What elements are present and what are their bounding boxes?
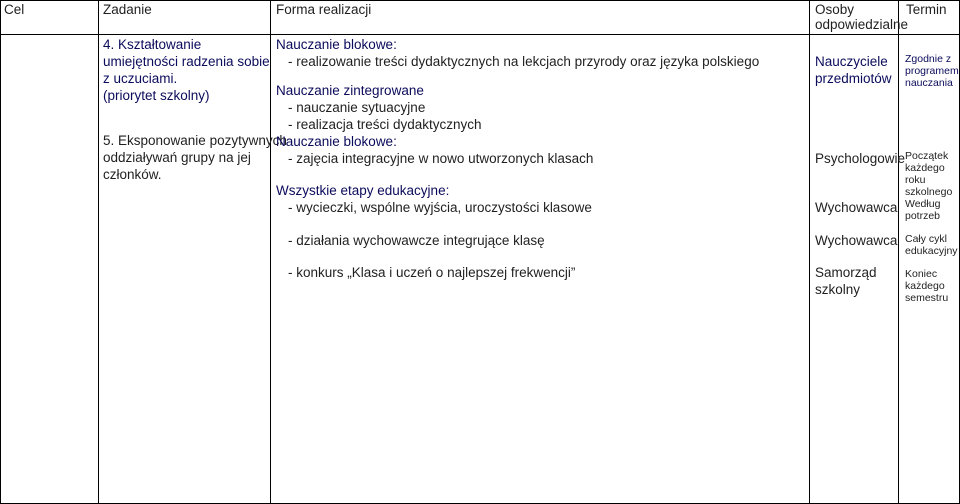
zadanie-5-line3: członków. [103, 167, 162, 182]
zadanie-5-line2: oddziaływań grupy na jej [103, 150, 251, 165]
forma-block1-item: - realizowanie treści dydaktycznych na lekcjach przyrody oraz języka polskiego [288, 54, 760, 69]
col-line-3 [809, 0, 810, 504]
col-line-1 [98, 0, 99, 504]
termin-4-line2: każdego [905, 280, 945, 292]
termin-2-line6: potrzeb [905, 210, 941, 222]
header-cel: Cel [4, 2, 25, 17]
termin-3-line2: edukacyjny [905, 245, 958, 257]
zadanie-4-line3: z uczuciami. [103, 71, 178, 86]
termin-1-line3: nauczania [905, 77, 953, 89]
header-osoby-1: Osoby [815, 2, 855, 17]
osoby-3: Wychowawca [815, 200, 898, 215]
header-termin: Termin [906, 2, 947, 17]
termin-4-line3: semestru [905, 292, 949, 304]
termin-2-line2: każdego [905, 162, 945, 174]
termin-2-line1: Początek [905, 150, 949, 162]
forma-block2-item1: - nauczanie sytuacyjne [288, 100, 426, 115]
forma-block1-heading: Nauczanie blokowe: [276, 37, 397, 52]
forma-block3-heading: Nauczanie blokowe: [276, 134, 397, 149]
col-line-2 [270, 0, 271, 504]
table-border-top [0, 0, 960, 1]
forma-block4-heading: Wszystkie etapy edukacyjne: [276, 183, 450, 198]
osoby-4: Wychowawca [815, 233, 898, 248]
forma-block3-item: - zajęcia integracyjne w nowo utworzonych klasach [288, 151, 594, 166]
zadanie-5-line1: 5. Eksponowanie pozytywnych [103, 133, 287, 148]
zadanie-4-line1: 4. Kształtowanie [103, 37, 202, 52]
col-line-4 [898, 0, 899, 504]
header-zadanie: Zadanie [103, 2, 152, 17]
osoby-5-line1: Samorząd [815, 265, 877, 280]
zadanie-4-line4: (priorytet szkolny) [103, 88, 210, 103]
header-forma: Forma realizacji [276, 2, 372, 17]
forma-block5-item: - działania wychowawcze integrujące klasę [288, 233, 545, 248]
osoby-1-line1: Nauczyciele [815, 54, 888, 69]
osoby-5-line2: szkolny [815, 282, 861, 297]
termin-1-line2: programem [905, 65, 959, 77]
termin-2-line3: roku [905, 174, 926, 186]
forma-block6-item: - konkurs „Klasa i uczeń o najlepszej frekwencji” [288, 265, 576, 280]
forma-block2-item2: - realizacja treści dydaktycznych [288, 117, 482, 132]
forma-block2-heading: Nauczanie zintegrowane [276, 83, 424, 98]
zadanie-4-line2: umiejętności radzenia sobie [103, 54, 270, 69]
termin-2-line4: szkolnego [905, 186, 953, 198]
osoby-1-line2: przedmiotów [815, 71, 892, 86]
termin-2-line5: Według [905, 198, 941, 210]
termin-4-line1: Koniec [905, 268, 938, 280]
termin-3-line1: Cały cykl [905, 233, 948, 245]
osoby-2: Psychologowie [815, 151, 906, 166]
forma-block4-item: - wycieczki, wspólne wyjścia, uroczystości klasowe [288, 200, 592, 215]
header-osoby-2: odpowiedzialne [815, 17, 909, 32]
col-line-left [0, 0, 1, 504]
termin-1-line1: Zgodnie z [905, 53, 952, 65]
